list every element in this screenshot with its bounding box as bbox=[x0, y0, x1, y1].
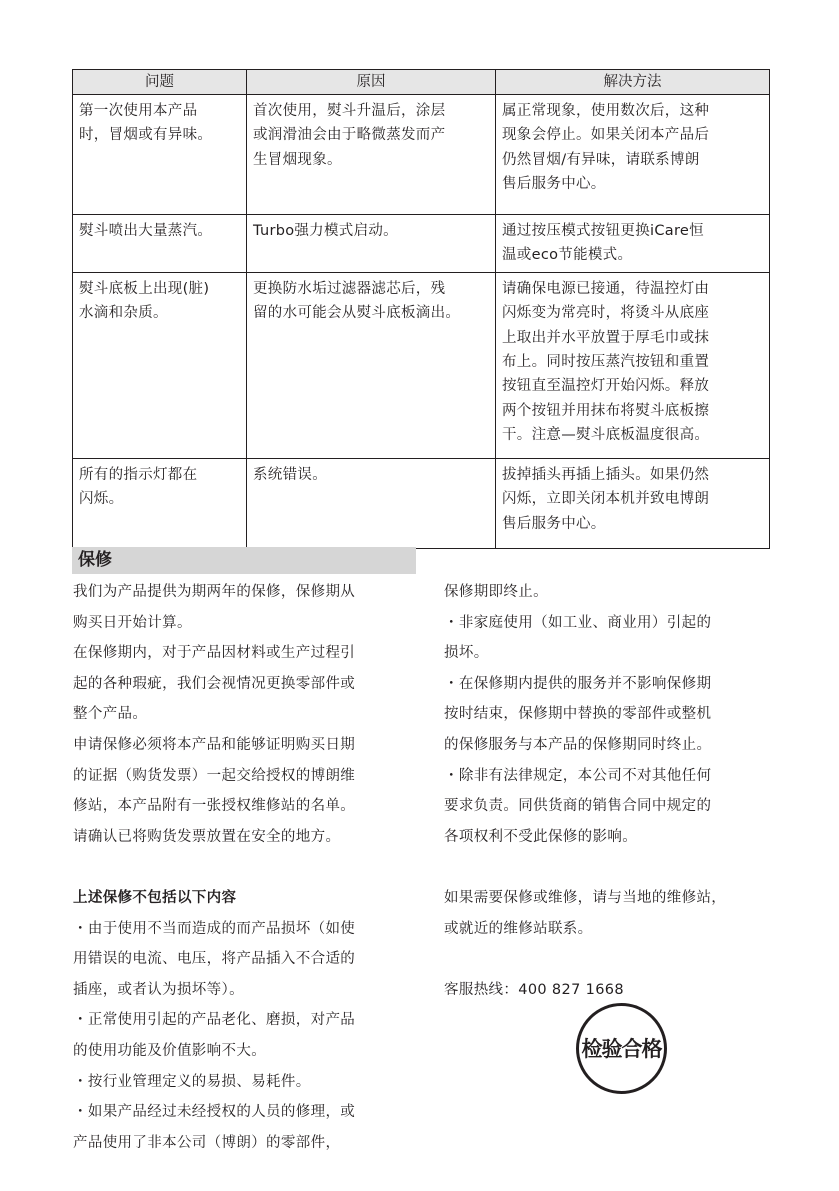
cell-line: 按钮直至温控灯开始闪烁。释放 bbox=[502, 378, 710, 395]
text-line: 插座，或者认为损坏等）。 bbox=[73, 981, 244, 998]
cell-line: 上取出并水平放置于厚毛巾或抹 bbox=[502, 329, 710, 346]
text-line: 我们为产品提供为期两年的保修，保修期从 bbox=[73, 584, 356, 600]
cell-line: 两个按钮并用抹布将熨斗底板擦 bbox=[502, 402, 710, 419]
cell-line: 闪烁。 bbox=[79, 491, 124, 508]
text-line: 在保修期内，对于产品因材料或生产过程引 bbox=[73, 645, 356, 662]
cell-line: 售后服务中心。 bbox=[502, 176, 606, 193]
text-line: 用错误的电流、电压，将产品插入不合适的 bbox=[73, 951, 356, 968]
cell-solution bbox=[496, 215, 770, 273]
cell-line: 现象会停止。如果关闭本产品后 bbox=[502, 127, 710, 144]
text-line: 整个产品。 bbox=[73, 706, 148, 723]
table-row bbox=[73, 95, 770, 215]
text-line: ・非家庭使用（如工业、商业用）引起的 bbox=[444, 614, 712, 631]
text-line: ・正常使用引起的产品老化、磨损，对产品 bbox=[73, 1012, 356, 1029]
text-line: 申请保修必须将本产品和能够证明购买日期 bbox=[73, 736, 356, 753]
header-solution: 解决方法 bbox=[496, 70, 770, 95]
cell-solution bbox=[496, 458, 770, 548]
text-line: 起的各种瑕疵，我们会视情况更换零部件或 bbox=[73, 675, 356, 692]
warranty-title-bar bbox=[72, 547, 416, 574]
cell-problem bbox=[73, 272, 247, 458]
cell-line: 熨斗喷出大量蒸汽。 bbox=[79, 223, 213, 239]
exclusions-list bbox=[73, 914, 416, 1159]
troubleshooting-table bbox=[72, 69, 770, 549]
table-row bbox=[73, 458, 770, 548]
cell-problem bbox=[73, 458, 247, 548]
text-line: ・除非有法律规定，本公司不对其他任何 bbox=[444, 767, 712, 784]
cell-line: 布上。同时按压蒸汽按钮和重置 bbox=[502, 354, 710, 371]
cell-line: 拔掉插头再插上插头。如果仍然 bbox=[502, 466, 710, 483]
text-line: 的保修服务与本产品的保修期同时终止。 bbox=[444, 736, 712, 753]
text-line: 或就近的维修站联系。 bbox=[444, 920, 593, 937]
cell-line: 熨斗底板上出现(脏) bbox=[79, 280, 210, 297]
contact-info bbox=[444, 883, 769, 944]
cell-line: 更换防水垢过滤器滤芯后，残 bbox=[253, 280, 446, 297]
table-row bbox=[73, 272, 770, 458]
cell-line: 温或eco节能模式。 bbox=[502, 247, 633, 264]
text-line: 保修期即终止。 bbox=[444, 584, 548, 600]
text-line: 要求负责。同供货商的销售合同中规定的 bbox=[444, 798, 712, 815]
cell-line: 时，冒烟或有异味。 bbox=[79, 127, 213, 144]
text-line: 购买日开始计算。 bbox=[73, 614, 192, 631]
warranty-left-column bbox=[73, 577, 416, 1158]
cell-problem bbox=[73, 215, 247, 273]
cell-line: 闪烁，立即关闭本机并致电博朗 bbox=[502, 491, 710, 508]
cell-line: 系统错误。 bbox=[253, 466, 327, 483]
cell-problem bbox=[73, 95, 247, 215]
cell-line: 闪烁变为常亮时，将烫斗从底座 bbox=[502, 305, 710, 322]
cell-line: 首次使用，熨斗升温后，涂层 bbox=[253, 103, 446, 119]
header-problem: 问题 bbox=[73, 70, 247, 95]
text-line: 产品使用了非本公司（博朗）的零部件， bbox=[73, 1134, 341, 1151]
cell-line: 通过按压模式按钮更换iCare恒 bbox=[502, 223, 704, 239]
warranty-intro bbox=[73, 577, 416, 852]
cell-line: 所有的指示灯都在 bbox=[79, 466, 198, 483]
cell-line: 生冒烟现象。 bbox=[253, 151, 342, 168]
cell-line: Turbo强力模式启动。 bbox=[253, 223, 398, 239]
cell-line: 请确保电源已接通，待温控灯由 bbox=[502, 280, 710, 297]
exclusions-title: 上述保修不包括以下内容 bbox=[73, 889, 237, 906]
warranty-continued bbox=[444, 577, 769, 852]
cell-line: 售后服务中心。 bbox=[502, 515, 606, 532]
cell-line: 留的水可能会从熨斗底板滴出。 bbox=[253, 305, 461, 322]
text-line: 的证据（购货发票）一起交给授权的博朗维 bbox=[73, 767, 356, 784]
cell-line: 或润滑油会由于略微蒸发而产 bbox=[253, 127, 446, 144]
cell-solution bbox=[496, 95, 770, 215]
header-cause: 原因 bbox=[247, 70, 496, 95]
text-line: 请确认已将购货发票放置在安全的地方。 bbox=[73, 828, 341, 845]
warranty-right-column bbox=[444, 577, 769, 1005]
table-row bbox=[73, 215, 770, 273]
text-line: ・如果产品经过未经授权的人员的修理，或 bbox=[73, 1104, 356, 1121]
text-line: 损坏。 bbox=[444, 645, 489, 662]
warranty-title: 保修 bbox=[78, 550, 112, 570]
inspection-stamp bbox=[576, 1003, 667, 1094]
cell-cause bbox=[247, 215, 496, 273]
cell-line: 第一次使用本产品 bbox=[79, 103, 198, 119]
cell-cause bbox=[247, 95, 496, 215]
text-line: 的使用功能及价值影响不大。 bbox=[73, 1042, 267, 1059]
text-line: ・由于使用不当而造成的而产品损坏（如使 bbox=[73, 920, 356, 937]
cell-line: 干。注意—熨斗底板温度很高。 bbox=[502, 427, 710, 444]
text-line: 各项权利不受此保修的影响。 bbox=[444, 828, 638, 845]
cell-cause bbox=[247, 458, 496, 548]
cell-line: 水滴和杂质。 bbox=[79, 305, 168, 322]
cell-solution bbox=[496, 272, 770, 458]
table-header-row bbox=[73, 70, 770, 95]
text-line: 修站，本产品附有一张授权维修站的名单。 bbox=[73, 798, 356, 815]
text-line: 如果需要保修或维修，请与当地的维修站， bbox=[444, 889, 727, 906]
cell-line: 属正常现象，使用数次后，这种 bbox=[502, 103, 710, 119]
stamp-text: 检验合格 bbox=[581, 1036, 662, 1061]
text-line: ・按行业管理定义的易损、易耗件。 bbox=[73, 1073, 311, 1090]
hotline: 客服热线：400 827 1668 bbox=[444, 981, 624, 998]
text-line: 按时结束，保修期中替换的零部件或整机 bbox=[444, 706, 712, 723]
text-line: ・在保修期内提供的服务并不影响保修期 bbox=[444, 675, 712, 692]
cell-line: 仍然冒烟/有异味，请联系博朗 bbox=[502, 151, 700, 168]
cell-cause bbox=[247, 272, 496, 458]
